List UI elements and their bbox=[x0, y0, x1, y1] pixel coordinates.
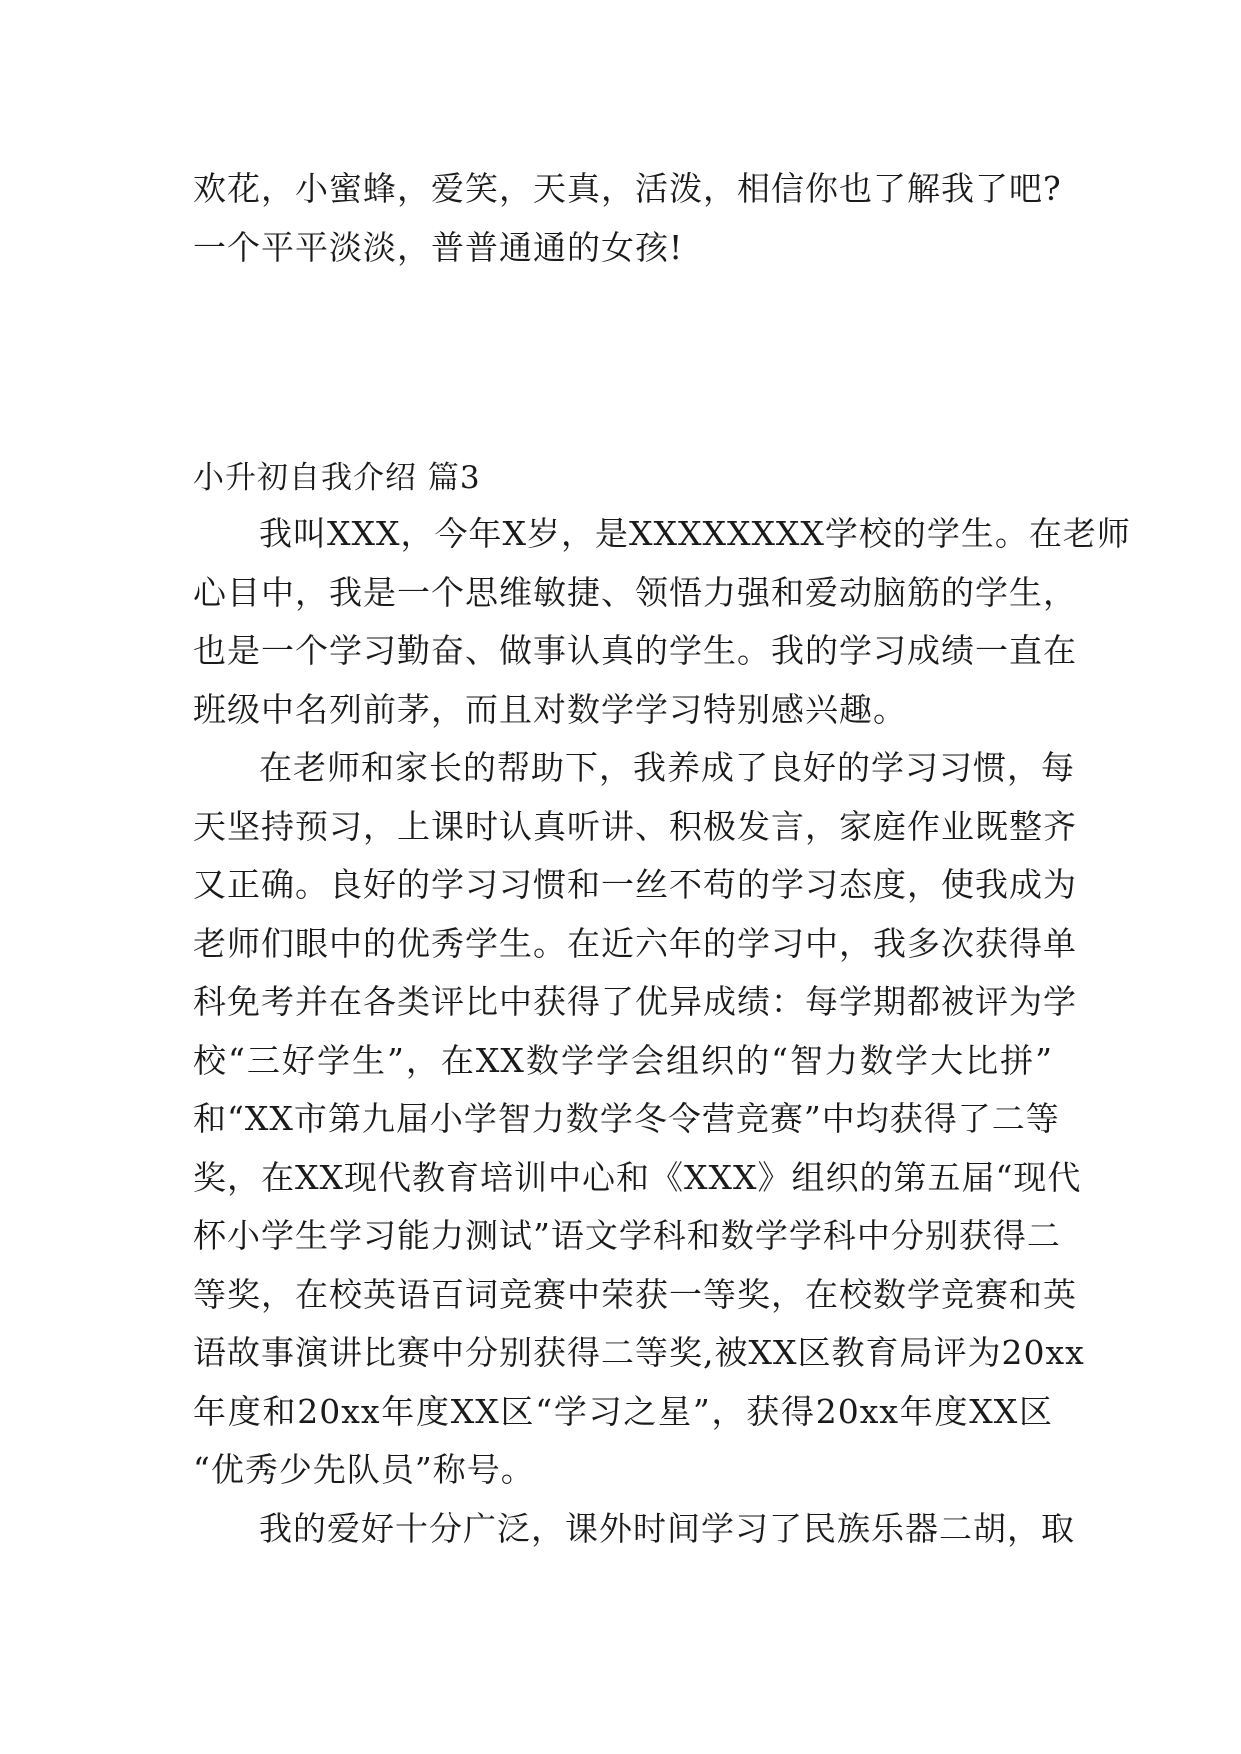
paragraph-line: 在老师和家长的帮助下，我养成了良好的学习习惯，每 bbox=[259, 748, 1075, 787]
paragraph-line: 我的爱好十分广泛，课外时间学习了民族乐器二胡，取 bbox=[259, 1508, 1075, 1548]
paragraph-line: 科免考并在各类评比中获得了优异成绩：每学期都被评为学 bbox=[193, 982, 1077, 1021]
paragraph-line: “优秀少先队员”称号。 bbox=[193, 1450, 535, 1489]
paragraph-line: 语故事演讲比赛中分别获得二等奖,被XX区教育局评为20xx bbox=[193, 1333, 1085, 1372]
paragraph-line: 等奖，在校英语百词竞赛中荣获一等奖，在校数学竞赛和英 bbox=[193, 1274, 1077, 1314]
paragraph-line: 年度和20xx年度XX区“学习之星”，获得20xx年度XX区 bbox=[193, 1391, 1053, 1431]
paragraph-line: 天坚持预习，上课时认真听讲、积极发言，家庭作业既整齐 bbox=[193, 806, 1077, 846]
paragraph-line: 和“XX市第九届小学智力数学冬令营竞赛”中均获得了二等 bbox=[193, 1099, 1060, 1138]
paragraph-line: 奖，在XX现代教育培训中心和《XXX》组织的第五届“现代 bbox=[193, 1157, 1082, 1197]
paragraph-line: 又正确。良好的学习习惯和一丝不苟的学习态度，使我成为 bbox=[193, 865, 1077, 904]
text-line: 一个平平淡淡，普普通通的女孩! bbox=[193, 227, 684, 267]
section-heading: 小升初自我介绍 篇3 bbox=[193, 460, 481, 496]
text-line: 欢花，小蜜蜂，爱笑，天真，活泼，相信你也了解我了吧? bbox=[193, 169, 1062, 208]
paragraph-line: 也是一个学习勤奋、做事认真的学生。我的学习成绩一直在 bbox=[193, 631, 1077, 670]
paragraph-line: 杯小学生学习能力测试”语文学科和数学学科中分别获得二 bbox=[193, 1216, 1061, 1255]
intro-continuation bbox=[193, 160, 1062, 277]
paragraph-line: 校“三好学生”，在XX数学学会组织的“智力数学大比拼” bbox=[193, 1040, 1053, 1080]
paragraph-line: 心目中，我是一个思维敏捷、领悟力强和爱动脑筋的学生， bbox=[193, 572, 1077, 612]
paragraph-line: 我叫XXX，今年X岁，是XXXXXXXX学校的学生。在老师 bbox=[259, 514, 1131, 553]
paragraph-line: 班级中名列前茅，而且对数学学习特别感兴趣。 bbox=[193, 689, 907, 729]
paragraph-line: 老师们眼中的优秀学生。在近六年的学习中，我多次获得单 bbox=[193, 923, 1077, 963]
section-body bbox=[193, 505, 1131, 1558]
